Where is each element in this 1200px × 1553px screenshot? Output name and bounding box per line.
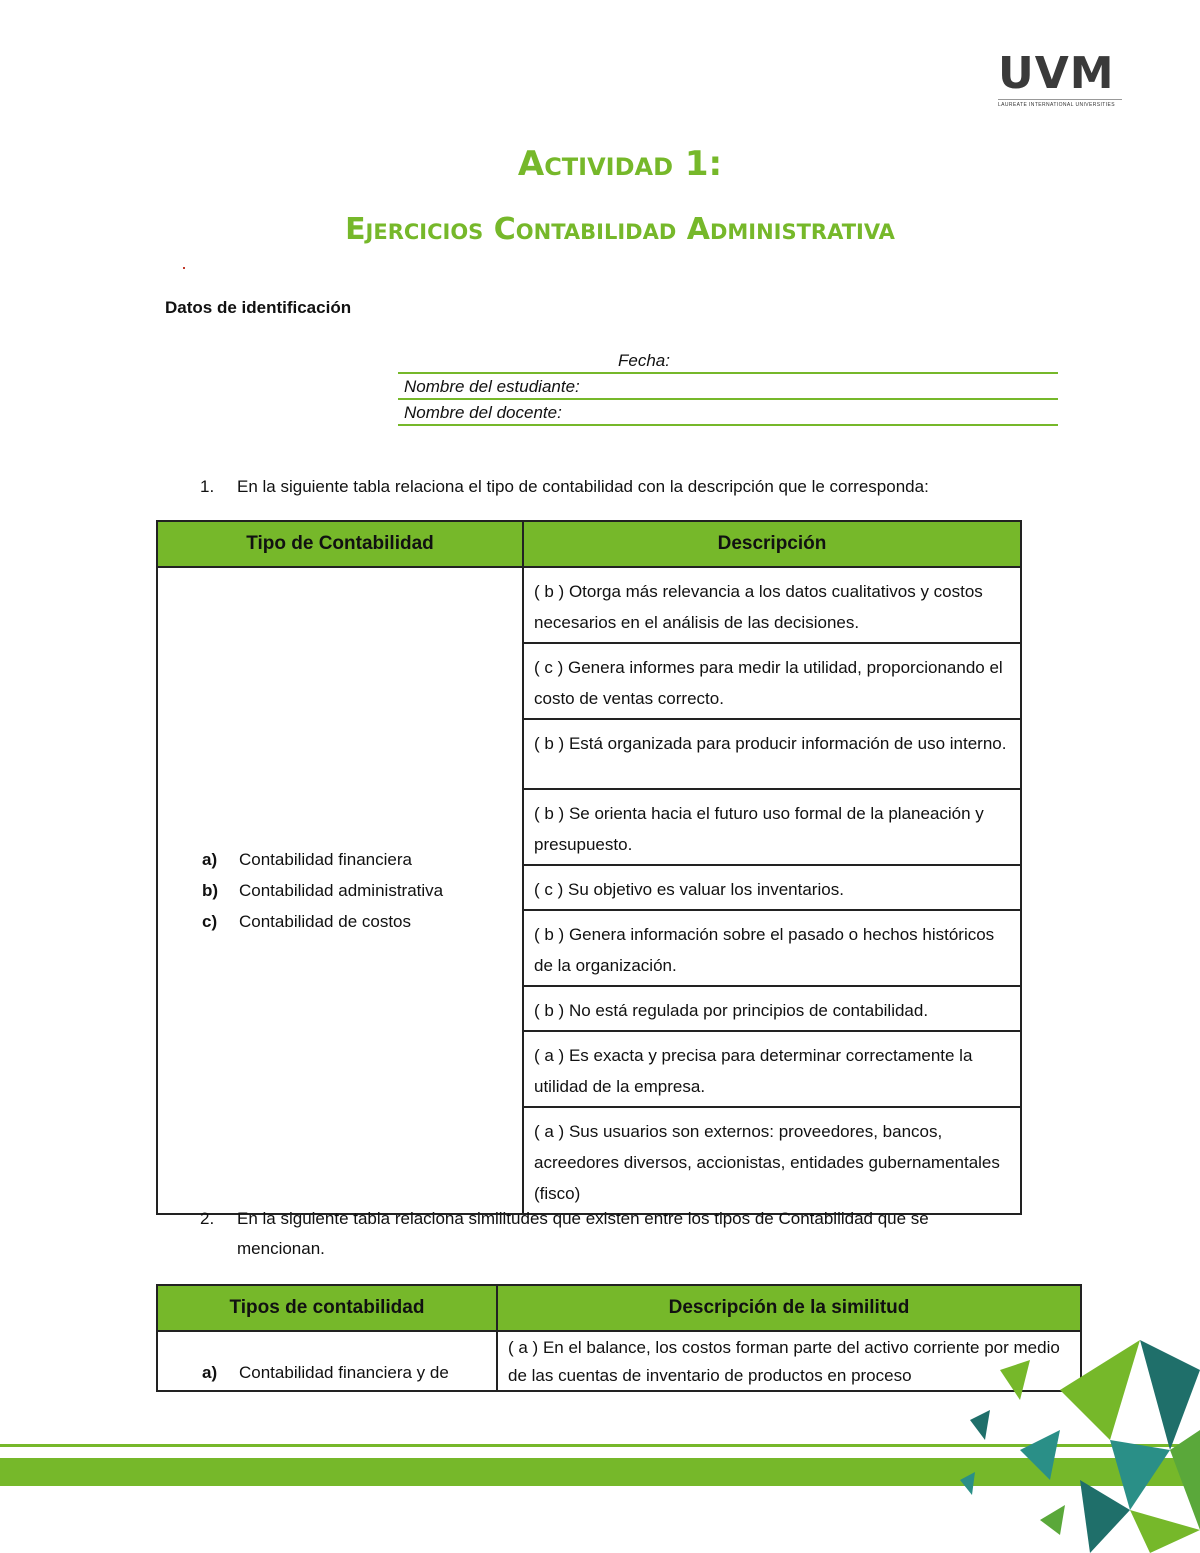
teacher-name-field[interactable]: Nombre del docente: <box>398 400 1058 426</box>
question-2 <box>200 1204 1070 1264</box>
logo-text: UVM <box>998 48 1115 99</box>
question-text: En la siguiente tabla relaciona el tipo de contabilidad con la descripción que le corresponda: <box>237 477 929 496</box>
types-cell <box>157 567 523 1214</box>
description-cell: ( b ) Genera información sobre el pasado o hechos históricos de la organización. <box>523 910 1021 986</box>
question-text-continued: mencionan. <box>237 1239 325 1258</box>
column-header: Descripción <box>523 521 1021 567</box>
question-1 <box>200 472 1080 502</box>
question-number: 2. <box>200 1209 215 1228</box>
decorative-triangles <box>940 1330 1200 1553</box>
column-header: Tipos de contabilidad <box>157 1285 497 1331</box>
description-cell: ( b ) Otorga más relevancia a los datos cualitativos y costos necesarios en el análisis de las decisiones. <box>523 567 1021 643</box>
description-cell: ( a ) Es exacta y precisa para determinar correctamente la utilidad de la empresa. <box>523 1031 1021 1107</box>
stray-mark <box>183 267 185 269</box>
logo-subtitle: LAUREATE INTERNATIONAL UNIVERSITIES <box>998 99 1122 108</box>
column-header: Tipo de Contabilidad <box>157 521 523 567</box>
date-field[interactable]: Fecha: <box>398 348 1058 374</box>
list-item: c) Contabilidad de costos <box>202 912 412 931</box>
activity-subtitle: Ejercicios Contabilidad Administrativa <box>345 212 895 247</box>
question-number: 1. <box>200 477 215 496</box>
section-heading: Datos de identificación <box>165 298 352 317</box>
list-item: b) Contabilidad administrativa <box>202 881 444 900</box>
question-text: En la siguiente tabla relaciona similitudes que existen entre los tipos de Contabilidad que se <box>237 1209 929 1228</box>
description-cell: ( a ) Sus usuarios son externos: proveedores, bancos, acreedores diversos, accionistas, entidades gubernamentales (fisco) <box>523 1107 1021 1214</box>
description-cell: ( b ) Se orienta hacia el futuro uso formal de la planeación y presupuesto. <box>523 789 1021 865</box>
description-cell: ( b ) Está organizada para producir información de uso interno. <box>523 719 1021 789</box>
description-cell: ( a ) En el balance, los costos forman parte del activo corriente por medio de las cuentas de inventario de productos en proceso <box>497 1331 1081 1391</box>
accounting-types-table <box>156 520 1022 1215</box>
list-item: a) Contabilidad financiera <box>202 850 412 869</box>
types-list <box>202 844 521 937</box>
student-name-field[interactable]: Nombre del estudiante: <box>398 374 1058 400</box>
identification-fields <box>398 348 1058 426</box>
description-cell: ( c ) Su objetivo es valuar los inventarios. <box>523 865 1021 910</box>
description-cell: ( c ) Genera informes para medir la utilidad, proporcionando el costo de ventas correcto. <box>523 643 1021 719</box>
description-cell: ( b ) No está regulada por principios de contabilidad. <box>523 986 1021 1031</box>
type-cell: a) Contabilidad financiera y de <box>157 1331 497 1391</box>
column-header: Descripción de la similitud <box>497 1285 1081 1331</box>
uvm-logo <box>998 48 1122 108</box>
activity-title: Actividad 1: <box>517 144 723 184</box>
